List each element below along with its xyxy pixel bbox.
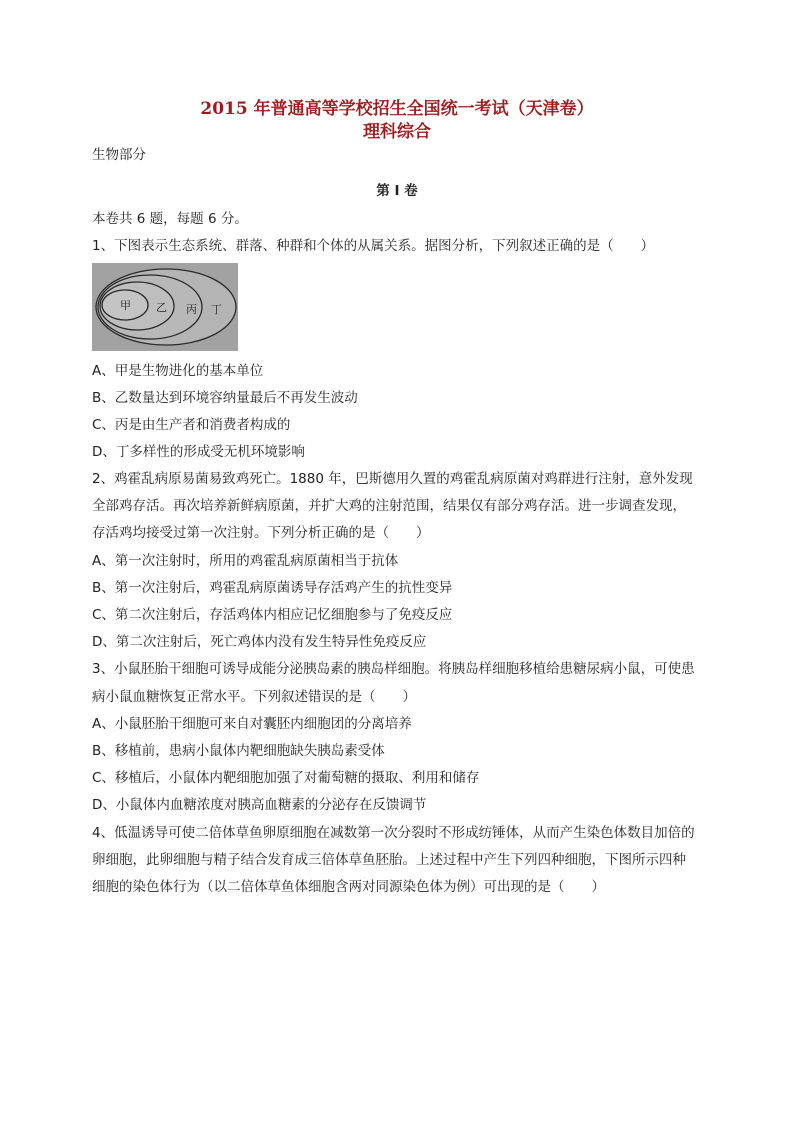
q3-stem-line: 病小鼠血糖恢复正常水平。下列叙述错误的是（ ） bbox=[92, 689, 416, 705]
part-title: 第 I 卷 bbox=[376, 183, 418, 199]
q3-option-d: D、小鼠体内血糖浓度对胰高血糖素的分泌存在反馈调节 bbox=[92, 797, 427, 813]
q1-stem-line: 1、下图表示生态系统、群落、种群和个体的从属关系。据图分析，下列叙述正确的是（ ） bbox=[92, 238, 655, 254]
q4-stem-line: 4、低温诱导可使二倍体草鱼卵原细胞在减数第一次分裂时不形成纺锤体，从而产生染色体数目加倍的 bbox=[92, 825, 695, 841]
q4-stem-line: 卵细胞，此卵细胞与精子结合发育成三倍体草鱼胚胎。上述过程中产生下列四种细胞，下图所示四种 bbox=[92, 852, 686, 868]
q2-stem-line: 全部鸡存活。再次培养新鲜病原菌，并扩大鸡的注射范围，结果仅有部分鸡存活。进一步调查发现， bbox=[92, 498, 686, 514]
q3-option-c: C、移植后，小鼠体内靶细胞加强了对葡萄糖的摄取、利用和储存 bbox=[92, 770, 480, 786]
exam-title: 2015 年普通高等学校招生全国统一考试（天津卷） bbox=[200, 99, 594, 119]
q2-stem-line: 存活鸡均接受过第一次注射。下列分析正确的是（ ） bbox=[92, 525, 430, 541]
q2-option-c: C、第二次注射后，存活鸡体内相应记忆细胞参与了免疫反应 bbox=[92, 607, 453, 623]
q2-option-a: A、第一次注射时，所用的鸡霍乱病原菌相当于抗体 bbox=[92, 553, 399, 569]
q1-option-c: C、丙是由生产者和消费者构成的 bbox=[92, 417, 291, 433]
q2-stem-line: 2、鸡霍乱病原易菌易致鸡死亡。1880 年，巴斯德用久置的鸡霍乱病原菌对鸡群进行注射，意外发现 bbox=[92, 471, 693, 487]
section-label: 生物部分 bbox=[92, 147, 146, 163]
intro-text: 本卷共 6 题，每题 6 分。 bbox=[92, 211, 248, 227]
q3-stem-line: 3、小鼠胚胎干细胞可诱导成能分泌胰岛素的胰岛样细胞。将胰岛样细胞移植给患糖尿病小鼠，可使患 bbox=[92, 661, 695, 677]
label-jia: 甲 bbox=[120, 299, 131, 312]
q2-option-b: B、第一次注射后，鸡霍乱病原菌诱导存活鸡产生的抗性变异 bbox=[92, 580, 453, 596]
q1-option-b: B、乙数量达到环境容纳量最后不再发生波动 bbox=[92, 390, 358, 406]
q3-option-b: B、移植前，患病小鼠体内靶细胞缺失胰岛素受体 bbox=[92, 743, 385, 759]
q1-option-a: A、甲是生物进化的基本单位 bbox=[92, 363, 264, 379]
label-bing: 丙 bbox=[186, 303, 197, 316]
q3-option-a: A、小鼠胚胎干细胞可来自对囊胚内细胞团的分离培养 bbox=[92, 716, 412, 732]
nested-ellipses-figure bbox=[92, 263, 238, 351]
q1-option-d: D、丁多样性的形成受无机环境影响 bbox=[92, 444, 305, 460]
exam-subtitle: 理科综合 bbox=[363, 122, 431, 142]
q4-stem-line: 细胞的染色体行为（以二倍体草鱼体细胞含两对同源染色体为例）可出现的是（ ） bbox=[92, 879, 605, 895]
label-yi: 乙 bbox=[156, 301, 167, 314]
label-ding: 丁 bbox=[211, 303, 222, 316]
q2-option-d: D、第二次注射后，死亡鸡体内没有发生特异性免疫反应 bbox=[92, 634, 427, 650]
ellipse-diagram bbox=[92, 263, 238, 351]
